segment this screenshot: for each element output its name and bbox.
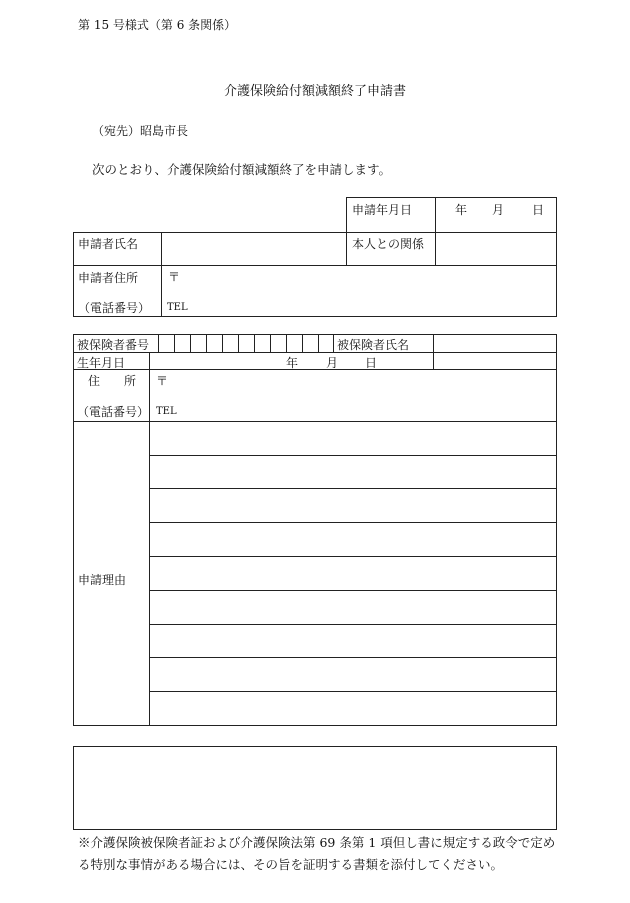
application-date-label: 申請年月日 — [352, 203, 413, 217]
addressee: （宛先）昭島市長 — [92, 124, 189, 138]
form-title: 介護保険給付額減額終了申請書 — [223, 84, 406, 99]
insured-postal-mark: 〒 — [156, 374, 169, 388]
insured-tel-mark: TEL — [156, 406, 177, 417]
insured-phone-label: （電話番号） — [77, 405, 150, 419]
tel-mark: TEL — [167, 302, 188, 313]
insured-name-field[interactable] — [434, 335, 556, 351]
postal-mark: 〒 — [168, 270, 181, 284]
insured-address-label: 住 所 — [88, 374, 137, 388]
reason-field[interactable] — [150, 422, 556, 725]
birth-day-label: 日 — [365, 356, 378, 370]
application-date-field[interactable] — [436, 198, 556, 232]
birth-year-label: 年 — [286, 356, 299, 370]
remarks-box[interactable] — [73, 746, 557, 830]
applicant-address-field[interactable] — [162, 266, 556, 316]
insured-number-field[interactable] — [175, 335, 333, 351]
birth-date-field[interactable] — [150, 353, 432, 368]
attachment-note: ※介護保険被保険者証および介護保険法第 69 条第 1 項但し書に規定する政令で定める特別な事情がある場合には、その旨を証明する書類を添付してください。 — [78, 835, 556, 872]
applicant-name-field[interactable] — [162, 233, 345, 264]
date-year-label: 年 — [455, 203, 468, 217]
birth-month-label: 月 — [326, 356, 339, 370]
applicant-name-label: 申請者氏名 — [78, 237, 139, 251]
birth-date-label: 生年月日 — [77, 356, 126, 370]
form-number: 第 15 号様式（第 6 条関係） — [78, 18, 237, 32]
relationship-label: 本人との関係 — [352, 237, 425, 251]
applicant-address-label: 申請者住所 — [78, 271, 139, 285]
relationship-field[interactable] — [436, 233, 556, 264]
date-month-label: 月 — [492, 203, 505, 217]
intro-text: 次のとおり、介護保険給付額減額終了を申請します。 — [92, 162, 392, 177]
insured-address-field[interactable] — [150, 370, 556, 420]
reason-label: 申請理由 — [78, 573, 127, 587]
insured-number-label: 被保険者番号 — [77, 338, 150, 352]
insured-name-label: 被保険者氏名 — [337, 338, 410, 352]
date-day-label: 日 — [532, 203, 545, 217]
applicant-phone-label: （電話番号） — [78, 301, 151, 315]
